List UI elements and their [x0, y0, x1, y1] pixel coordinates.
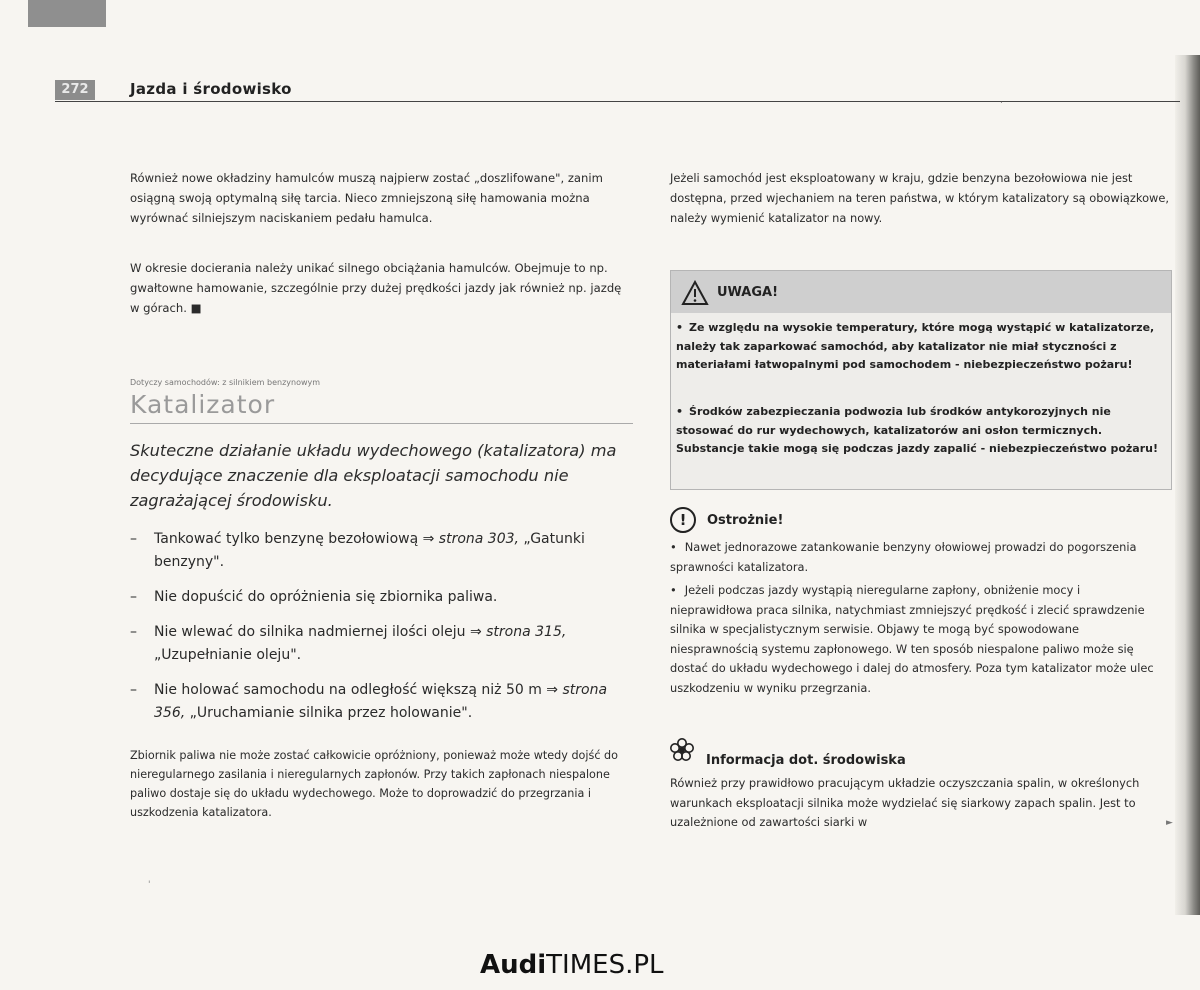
environment-text: Również przy prawidłowo pracującym układzie oczyszczania spalin, w określonych warunkach eksploatacji silnika może wydzielać się siarkowy zapach spalin. Jest to uzależnione od zawartości siarki w	[670, 776, 1140, 829]
applies-note: Dotyczy samochodów: z silnikiem benzynowym	[130, 378, 321, 387]
exclamation-circle-icon: !	[670, 507, 696, 533]
instruction-item: – Nie wlewać do silnika nadmiernej ilości oleju ⇒ strona 315, „Uzupełnianie oleju".	[130, 624, 567, 663]
flower-icon	[670, 738, 694, 762]
continue-arrow-icon: ►	[1166, 818, 1173, 828]
print-speck: .	[1000, 96, 1003, 106]
warning-triangle-icon	[681, 280, 709, 306]
site-logo: AudiTIMES.PL	[480, 950, 664, 980]
break-in-paragraph: W okresie docierania należy unikać silnego obciążania hamulców. Obejmuje to np. gwałtowne hamowanie, szczególnie przy dużej prędkości jazdy jak również np. jazdę w górach. ■	[130, 261, 622, 315]
page-reference-link[interactable]: strona 303,	[438, 531, 519, 547]
warning-box	[670, 270, 1172, 490]
warning-item: • Ze względu na wysokie temperatury, które mogą wystąpić w katalizatorze, należy tak zaparkować samochód, aby katalizator nie miał styczności z materiałami łatwopalnymi pod samochodem - niebezpieczeństwo pożaru!	[676, 321, 1155, 371]
warning-item: • Środków zabezpieczania podwozia lub środków antykorozyjnych nie stosować do rur wydechowych, katalizatorów ani osłon termicznych. Substancje takie mogą się podczas jazdy zapalić - niebezpieczeństwo pożaru!	[676, 405, 1158, 455]
print-speck: '	[148, 880, 151, 890]
brakes-paragraph: Również nowe okładziny hamulców muszą najpierw zostać „doszlifowane", zanim osiągną swoją optymalną siłę tarcia. Nieco zmniejszoną siłę hamowania można wyrównać silniejszym naciskaniem pedału hamulca.	[130, 171, 603, 225]
caution-title: Ostrożnie!	[707, 513, 784, 528]
environment-title: Informacja dot. środowiska	[706, 753, 906, 768]
fuel-tank-paragraph: Zbiornik paliwa nie może zostać całkowicie opróżniony, ponieważ może wtedy dojść do nieregularnego zasilania i nieregularnych zapłonów. Przy takich zapłonach niespalone paliwo dostaje się do układu wydechowego. Może to doprowadzić do przegrzania i uszkodzenia katalizatora.	[130, 749, 618, 819]
page-number: 272	[55, 80, 95, 100]
book-spine-shadow	[1175, 55, 1200, 915]
header-rule	[55, 101, 1180, 102]
running-head: Jazda i środowisko	[130, 80, 292, 98]
instruction-item: – Nie holować samochodu na odległość większą niż 50 m ⇒ strona 356, „Uruchamianie silnika przez holowanie".	[130, 682, 608, 721]
foreign-country-paragraph: Jeżeli samochód jest eksploatowany w kraju, gdzie benzyna bezołowiowa nie jest dostępna, przed wjechaniem na teren państwa, w którym katalizatory są obowiązkowe, należy wymienić katalizator na nowy.	[670, 171, 1169, 225]
section-title: Katalizator	[130, 390, 276, 419]
warning-title: UWAGA!	[717, 285, 779, 300]
page-reference-link[interactable]: strona 315,	[486, 624, 567, 640]
section-lead: Skuteczne działanie układu wydechowego (katalizatora) ma decydujące znaczenie dla eksploatacji samochodu nie zagrażającej środowisku.	[130, 441, 617, 510]
instruction-list	[130, 528, 640, 725]
page-tab-marker	[28, 0, 106, 27]
instruction-item: – Nie dopuścić do opróżnienia się zbiornika paliwa.	[130, 589, 498, 605]
title-rule	[130, 423, 633, 424]
warning-header	[671, 271, 1171, 313]
instruction-item: – Tankować tylko benzynę bezołowiową ⇒ strona 303, „Gatunki benzyny".	[130, 531, 585, 570]
caution-item: • Jeżeli podczas jazdy wystąpią nieregularne zapłony, obniżenie mocy i nieprawidłowa praca silnika, natychmiast zmniejszyć prędkość i zlecić sprawdzenie silnika w specjalistycznym serwisie. Objawy te mogą być spowodowane niesprawnością systemu zapłonowego. W ten sposób niespalone paliwo może się dostać do układu wydechowego i dalej do atmosfery. Poza tym katalizator może ulec uszkodzeniu w wyniku przegrzania.	[670, 583, 1154, 695]
page-reference-link[interactable]: strona 356,	[154, 682, 608, 721]
caution-item: • Nawet jednorazowe zatankowanie benzyny ołowiowej prowadzi do pogorszenia sprawności katalizatora.	[670, 540, 1137, 574]
